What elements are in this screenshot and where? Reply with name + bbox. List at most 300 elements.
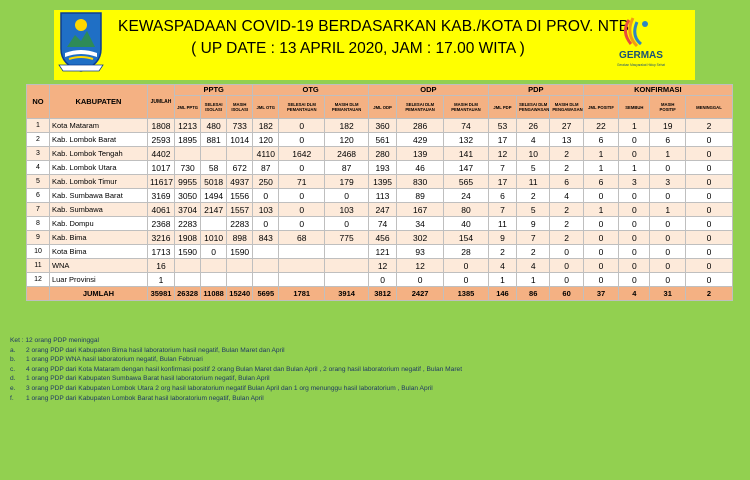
row-jumlah: 1808 xyxy=(147,119,174,133)
row-otg-value: 250 xyxy=(253,175,279,189)
row-pptg-value xyxy=(175,147,201,161)
row-odp-value: 121 xyxy=(368,245,396,259)
row-pdp-value: 2 xyxy=(550,147,583,161)
row-pdp-value: 0 xyxy=(550,259,583,273)
row-otg-value: 68 xyxy=(279,231,325,245)
row-pptg-value: 1014 xyxy=(227,133,253,147)
row-konfirmasi-value: 0 xyxy=(619,147,650,161)
total-pdp-value: 60 xyxy=(550,287,583,301)
row-otg-value: 71 xyxy=(279,175,325,189)
row-konfirmasi-value: 0 xyxy=(619,245,650,259)
subheader-odp-jml: JML ODP xyxy=(368,96,396,119)
row-otg-value: 2468 xyxy=(325,147,369,161)
row-konfirmasi-value: 0 xyxy=(685,175,732,189)
note-text: 1 orang PDP dari Kabupaten Sumbawa Barat hasil laboratorium negatif, Bulan April xyxy=(26,375,270,383)
header-pptg: PPTG xyxy=(175,85,253,96)
row-konfirmasi-value: 1 xyxy=(650,203,685,217)
row-kabupaten: Kab. Dompu xyxy=(49,217,147,231)
row-pdp-value: 2 xyxy=(550,161,583,175)
row-konfirmasi-value: 1 xyxy=(583,203,618,217)
row-otg-value: 120 xyxy=(253,133,279,147)
row-konfirmasi-value: 1 xyxy=(583,147,618,161)
row-pdp-value: 12 xyxy=(488,147,516,161)
row-pdp-value: 9 xyxy=(517,217,550,231)
row-konfirmasi-value: 0 xyxy=(685,273,732,287)
row-odp-value: 360 xyxy=(368,119,396,133)
row-otg-value: 87 xyxy=(253,161,279,175)
header-kabupaten: KABUPATEN xyxy=(49,85,147,119)
subheader-konf-masih: MASIH POSITIF xyxy=(650,96,685,119)
total-odp-value: 2427 xyxy=(397,287,444,301)
note-text: 2 orang PDP dari Kabupaten Bima hasil laboratorium hasil negatif, Bulan Maret dan April xyxy=(26,346,285,354)
row-pdp-value: 5 xyxy=(517,203,550,217)
header-pdp: PDP xyxy=(488,85,583,96)
note-text: 1 orang PDP dari Kabupaten Lombok Barat hasil laboratorium negatif, Bulan April xyxy=(26,394,264,402)
row-otg-value xyxy=(253,259,279,273)
row-odp-value: 280 xyxy=(368,147,396,161)
row-konfirmasi-value: 0 xyxy=(685,161,732,175)
row-konfirmasi-value: 0 xyxy=(650,245,685,259)
row-odp-value: 93 xyxy=(397,245,444,259)
row-kabupaten: Kab. Bima xyxy=(49,231,147,245)
row-otg-value: 120 xyxy=(325,133,369,147)
row-kabupaten: Kab. Sumbawa xyxy=(49,203,147,217)
row-odp-value: 40 xyxy=(444,217,489,231)
row-konfirmasi-value: 19 xyxy=(650,119,685,133)
row-konfirmasi-value: 0 xyxy=(583,189,618,203)
row-otg-value: 775 xyxy=(325,231,369,245)
row-pptg-value: 9955 xyxy=(175,175,201,189)
total-odp-value: 1385 xyxy=(444,287,489,301)
header-konfirmasi: KONFIRMASI xyxy=(583,85,732,96)
row-otg-value: 87 xyxy=(325,161,369,175)
row-otg-value xyxy=(279,259,325,273)
row-konfirmasi-value: 0 xyxy=(583,259,618,273)
row-odp-value: 561 xyxy=(368,133,396,147)
table-row xyxy=(27,231,733,245)
row-number: 11 xyxy=(27,259,50,273)
row-konfirmasi-value: 6 xyxy=(583,175,618,189)
row-odp-value: 830 xyxy=(397,175,444,189)
row-pptg-value: 1556 xyxy=(227,189,253,203)
row-konfirmasi-value: 0 xyxy=(619,189,650,203)
row-kabupaten: Kota Bima xyxy=(49,245,147,259)
row-konfirmasi-value: 0 xyxy=(583,231,618,245)
row-otg-value: 0 xyxy=(253,217,279,231)
row-konfirmasi-value: 0 xyxy=(685,217,732,231)
row-pptg-value: 2283 xyxy=(227,217,253,231)
row-konfirmasi-value: 0 xyxy=(619,133,650,147)
notes-section xyxy=(10,336,730,403)
row-pptg-value xyxy=(201,259,227,273)
row-otg-value xyxy=(279,245,325,259)
row-odp-value: 46 xyxy=(397,161,444,175)
row-pptg-value: 1494 xyxy=(201,189,227,203)
table-row xyxy=(27,217,733,231)
row-pdp-value: 4 xyxy=(488,259,516,273)
subheader-konf-positif: JML POSITIF xyxy=(583,96,618,119)
table-row xyxy=(27,147,733,161)
row-pdp-value: 7 xyxy=(517,231,550,245)
row-konfirmasi-value: 0 xyxy=(685,259,732,273)
row-pptg-value xyxy=(175,259,201,273)
row-odp-value: 429 xyxy=(397,133,444,147)
row-pptg-value: 3704 xyxy=(175,203,201,217)
row-pptg-value: 2283 xyxy=(175,217,201,231)
total-blank-cell xyxy=(27,287,50,301)
row-otg-value: 4110 xyxy=(253,147,279,161)
row-konfirmasi-value: 0 xyxy=(583,273,618,287)
row-konfirmasi-value: 0 xyxy=(650,189,685,203)
row-otg-value: 0 xyxy=(279,119,325,133)
row-odp-value: 247 xyxy=(368,203,396,217)
row-jumlah: 16 xyxy=(147,259,174,273)
total-pptg-value: 26328 xyxy=(175,287,201,301)
row-konfirmasi-value: 0 xyxy=(650,161,685,175)
row-otg-value xyxy=(325,273,369,287)
row-konfirmasi-value: 0 xyxy=(619,273,650,287)
table-row xyxy=(27,161,733,175)
row-odp-value: 132 xyxy=(444,133,489,147)
row-pptg-value: 3050 xyxy=(175,189,201,203)
row-otg-value: 103 xyxy=(253,203,279,217)
note-text: 1 orang PDP WNA hasil laboratorium negatif, Bulan Februari xyxy=(26,356,203,364)
total-konfirmasi-value: 37 xyxy=(583,287,618,301)
subheader-pdp-selesai: SELESAI DLM PENGAWASAN xyxy=(517,96,550,119)
row-odp-value: 565 xyxy=(444,175,489,189)
row-konfirmasi-value: 0 xyxy=(685,133,732,147)
row-konfirmasi-value: 1 xyxy=(619,161,650,175)
row-konfirmasi-value: 6 xyxy=(650,133,685,147)
row-otg-value: 103 xyxy=(325,203,369,217)
row-konfirmasi-value: 0 xyxy=(619,231,650,245)
row-otg-value: 0 xyxy=(325,217,369,231)
row-odp-value: 80 xyxy=(444,203,489,217)
row-pptg-value: 1895 xyxy=(175,133,201,147)
row-pptg-value xyxy=(201,217,227,231)
covid-data-table xyxy=(26,84,733,301)
table-row xyxy=(27,133,733,147)
total-jumlah: 35981 xyxy=(147,287,174,301)
subheader-pptg-masih: MASIH ISOLASI xyxy=(227,96,253,119)
row-pptg-value: 4937 xyxy=(227,175,253,189)
subheader-otg-jml: JML OTG xyxy=(253,96,279,119)
row-pdp-value: 2 xyxy=(550,203,583,217)
row-otg-value xyxy=(253,245,279,259)
note-item xyxy=(10,374,730,384)
row-kabupaten: WNA xyxy=(49,259,147,273)
row-pdp-value: 13 xyxy=(550,133,583,147)
subheader-pdp-masih: MASIH DLM PENGAWASAN xyxy=(550,96,583,119)
row-konfirmasi-value: 1 xyxy=(583,161,618,175)
notes-list xyxy=(10,346,730,404)
total-odp-value: 3812 xyxy=(368,287,396,301)
row-pdp-value: 6 xyxy=(550,175,583,189)
row-odp-value: 0 xyxy=(397,273,444,287)
row-pptg-value: 58 xyxy=(201,161,227,175)
row-pptg-value: 1590 xyxy=(227,245,253,259)
row-otg-value: 0 xyxy=(279,217,325,231)
row-number: 10 xyxy=(27,245,50,259)
row-otg-value: 182 xyxy=(253,119,279,133)
note-item xyxy=(10,365,730,375)
row-otg-value: 179 xyxy=(325,175,369,189)
subheader-otg-masih: MASIH DLM PEMANTAUAN xyxy=(325,96,369,119)
row-pptg-value xyxy=(201,273,227,287)
table-row xyxy=(27,203,733,217)
row-otg-value: 0 xyxy=(279,203,325,217)
row-pdp-value: 27 xyxy=(550,119,583,133)
row-otg-value: 0 xyxy=(279,189,325,203)
row-otg-value xyxy=(325,259,369,273)
row-pptg-value: 5018 xyxy=(201,175,227,189)
row-konfirmasi-value: 0 xyxy=(650,217,685,231)
germas-logo-subtext: Gerakan Masyarakat Hidup Sehat xyxy=(616,63,666,67)
row-otg-value xyxy=(279,273,325,287)
row-odp-value: 139 xyxy=(397,147,444,161)
row-jumlah: 1 xyxy=(147,273,174,287)
row-pdp-value: 4 xyxy=(517,133,550,147)
row-pdp-value: 7 xyxy=(488,161,516,175)
notes-ket: Ket : 12 orang PDP meninggal xyxy=(10,337,99,344)
row-pptg-value xyxy=(175,273,201,287)
row-odp-value: 147 xyxy=(444,161,489,175)
row-pdp-value: 1 xyxy=(517,273,550,287)
row-pptg-value: 1590 xyxy=(175,245,201,259)
note-text: 3 orang PDP dari Kabupaten Lombok Utara 2 org hasil laboratorium negatif Bulan April dan 1 org menunggu hasil laboratorium , Bulan April xyxy=(26,384,433,392)
row-number: 2 xyxy=(27,133,50,147)
header-odp: ODP xyxy=(368,85,488,96)
table-row xyxy=(27,245,733,259)
row-konfirmasi-value: 3 xyxy=(619,175,650,189)
row-konfirmasi-value: 0 xyxy=(685,231,732,245)
row-pdp-value: 2 xyxy=(517,245,550,259)
row-otg-value: 0 xyxy=(279,161,325,175)
row-pdp-value: 5 xyxy=(517,161,550,175)
note-letter: f. xyxy=(10,394,14,402)
row-number: 3 xyxy=(27,147,50,161)
update-timestamp: ( UP DATE : 13 APRIL 2020, JAM : 17.00 WITA ) xyxy=(191,40,525,57)
row-pptg-value: 1557 xyxy=(227,203,253,217)
row-konfirmasi-value: 0 xyxy=(583,217,618,231)
total-label: JUMLAH xyxy=(49,287,147,301)
row-konfirmasi-value: 0 xyxy=(685,245,732,259)
row-number: 5 xyxy=(27,175,50,189)
row-kabupaten: Luar Provinsi xyxy=(49,273,147,287)
row-pdp-value: 4 xyxy=(550,189,583,203)
page-title: KEWASPADAAN COVID-19 BERDASARKAN KAB./KOTA DI PROV. NTB xyxy=(118,18,630,35)
total-konfirmasi-value: 2 xyxy=(685,287,732,301)
covid-table-container xyxy=(26,84,733,301)
subheader-otg-selesai: SELESAI DLM PEMANTAUAN xyxy=(279,96,325,119)
total-otg-value: 3914 xyxy=(325,287,369,301)
table-row xyxy=(27,259,733,273)
row-kabupaten: Kab. Sumbawa Barat xyxy=(49,189,147,203)
row-konfirmasi-value: 0 xyxy=(650,231,685,245)
subheader-odp-selesai: SELESAI DLM PEMANTAUAN xyxy=(397,96,444,119)
total-otg-value: 1781 xyxy=(279,287,325,301)
germas-logo-text: GERMAS xyxy=(619,50,663,61)
row-kabupaten: Kab. Lombok Tengah xyxy=(49,147,147,161)
row-pdp-value: 1 xyxy=(488,273,516,287)
row-pdp-value: 10 xyxy=(517,147,550,161)
row-jumlah: 1017 xyxy=(147,161,174,175)
total-pptg-value: 11088 xyxy=(201,287,227,301)
subheader-konf-sembuh: SEMBUH xyxy=(619,96,650,119)
row-number: 1 xyxy=(27,119,50,133)
row-pptg-value xyxy=(227,147,253,161)
note-text: 4 orang PDP dari Kota Mataram dengan hasil konfirmasi positif 2 orang Bulan Maret dan Bulan April , 2 orang hasil laboratorium negatif , Bulan Maret xyxy=(26,365,463,373)
row-pptg-value: 1010 xyxy=(201,231,227,245)
total-pptg-value: 15240 xyxy=(227,287,253,301)
total-pdp-value: 146 xyxy=(488,287,516,301)
row-konfirmasi-value: 0 xyxy=(685,189,732,203)
row-pdp-value: 9 xyxy=(488,231,516,245)
row-pptg-value: 480 xyxy=(201,119,227,133)
row-konfirmasi-value: 22 xyxy=(583,119,618,133)
row-pdp-value: 53 xyxy=(488,119,516,133)
row-jumlah: 3216 xyxy=(147,231,174,245)
row-konfirmasi-value: 0 xyxy=(650,273,685,287)
row-jumlah: 2593 xyxy=(147,133,174,147)
row-jumlah: 1713 xyxy=(147,245,174,259)
row-pdp-value: 17 xyxy=(488,175,516,189)
row-pdp-value: 11 xyxy=(517,175,550,189)
row-number: 8 xyxy=(27,217,50,231)
row-konfirmasi-value: 6 xyxy=(583,133,618,147)
row-pptg-value: 0 xyxy=(201,245,227,259)
row-pptg-value: 881 xyxy=(201,133,227,147)
subheader-konf-meninggal: MENINGGAL xyxy=(685,96,732,119)
total-pdp-value: 86 xyxy=(517,287,550,301)
row-pdp-value: 0 xyxy=(550,245,583,259)
row-number: 12 xyxy=(27,273,50,287)
row-pdp-value: 4 xyxy=(517,259,550,273)
subheader-pptg-jml: JML PPTG xyxy=(175,96,201,119)
table-total-row xyxy=(27,287,733,301)
row-pdp-value: 6 xyxy=(488,189,516,203)
note-item xyxy=(10,355,730,365)
row-otg-value: 182 xyxy=(325,119,369,133)
row-odp-value: 193 xyxy=(368,161,396,175)
row-odp-value: 12 xyxy=(397,259,444,273)
row-jumlah: 4061 xyxy=(147,203,174,217)
row-pptg-value: 898 xyxy=(227,231,253,245)
row-otg-value: 0 xyxy=(253,189,279,203)
note-letter: d. xyxy=(10,375,16,383)
row-number: 6 xyxy=(27,189,50,203)
row-otg-value: 843 xyxy=(253,231,279,245)
row-konfirmasi-value: 1 xyxy=(650,147,685,161)
row-pdp-value: 0 xyxy=(550,273,583,287)
row-odp-value: 89 xyxy=(397,189,444,203)
table-body xyxy=(27,119,733,301)
row-otg-value: 0 xyxy=(325,189,369,203)
row-number: 4 xyxy=(27,161,50,175)
row-odp-value: 456 xyxy=(368,231,396,245)
row-konfirmasi-value: 0 xyxy=(685,147,732,161)
row-pptg-value: 672 xyxy=(227,161,253,175)
total-konfirmasi-value: 4 xyxy=(619,287,650,301)
row-number: 9 xyxy=(27,231,50,245)
row-pdp-value: 2 xyxy=(488,245,516,259)
row-odp-value: 0 xyxy=(444,259,489,273)
row-konfirmasi-value: 0 xyxy=(583,245,618,259)
row-konfirmasi-value: 0 xyxy=(650,259,685,273)
row-konfirmasi-value: 3 xyxy=(650,175,685,189)
row-kabupaten: Kab. Lombok Barat xyxy=(49,133,147,147)
row-kabupaten: Kota Mataram xyxy=(49,119,147,133)
row-odp-value: 154 xyxy=(444,231,489,245)
row-pptg-value: 730 xyxy=(175,161,201,175)
row-otg-value xyxy=(253,273,279,287)
row-odp-value: 74 xyxy=(444,119,489,133)
row-otg-value: 0 xyxy=(279,133,325,147)
note-item xyxy=(10,394,730,404)
row-odp-value: 34 xyxy=(397,217,444,231)
row-odp-value: 0 xyxy=(444,273,489,287)
row-pptg-value xyxy=(227,273,253,287)
row-pdp-value: 2 xyxy=(517,189,550,203)
row-pdp-value: 7 xyxy=(488,203,516,217)
table-row xyxy=(27,273,733,287)
row-konfirmasi-value: 2 xyxy=(685,119,732,133)
germas-logo-icon xyxy=(611,14,671,74)
row-pptg-value xyxy=(227,259,253,273)
row-pdp-value: 11 xyxy=(488,217,516,231)
row-kabupaten: Kab. Lombok Timur xyxy=(49,175,147,189)
row-pptg-value: 1908 xyxy=(175,231,201,245)
row-jumlah: 2368 xyxy=(147,217,174,231)
row-kabupaten: Kab. Lombok Utara xyxy=(49,161,147,175)
row-odp-value: 1395 xyxy=(368,175,396,189)
row-konfirmasi-value: 0 xyxy=(619,259,650,273)
header-no: NO xyxy=(27,85,50,119)
row-odp-value: 286 xyxy=(397,119,444,133)
subheader-pptg-selesai: SELESAI ISOLASI xyxy=(201,96,227,119)
row-pdp-value: 26 xyxy=(517,119,550,133)
note-letter: c. xyxy=(10,365,16,373)
row-konfirmasi-value: 0 xyxy=(619,203,650,217)
row-odp-value: 141 xyxy=(444,147,489,161)
table-row xyxy=(27,189,733,203)
row-pptg-value: 2147 xyxy=(201,203,227,217)
header-jumlah: JUMLAH xyxy=(147,85,174,119)
row-odp-value: 113 xyxy=(368,189,396,203)
row-jumlah: 11617 xyxy=(147,175,174,189)
row-konfirmasi-value: 1 xyxy=(619,119,650,133)
note-letter: e. xyxy=(10,384,16,392)
row-pdp-value: 2 xyxy=(550,217,583,231)
note-item xyxy=(10,384,730,394)
row-odp-value: 0 xyxy=(368,273,396,287)
row-jumlah: 4402 xyxy=(147,147,174,161)
total-otg-value: 5695 xyxy=(253,287,279,301)
table-row xyxy=(27,175,733,189)
row-pdp-value: 17 xyxy=(488,133,516,147)
row-pptg-value: 733 xyxy=(227,119,253,133)
row-konfirmasi-value: 0 xyxy=(619,217,650,231)
note-letter: b. xyxy=(10,356,16,364)
row-konfirmasi-value: 0 xyxy=(685,203,732,217)
table-row xyxy=(27,119,733,133)
subheader-odp-masih: MASIH DLM PEMANTAUAN xyxy=(444,96,489,119)
note-letter: a. xyxy=(10,346,16,354)
note-item xyxy=(10,346,730,356)
row-odp-value: 302 xyxy=(397,231,444,245)
row-odp-value: 74 xyxy=(368,217,396,231)
subheader-pdp-jml: JML PDP xyxy=(488,96,516,119)
